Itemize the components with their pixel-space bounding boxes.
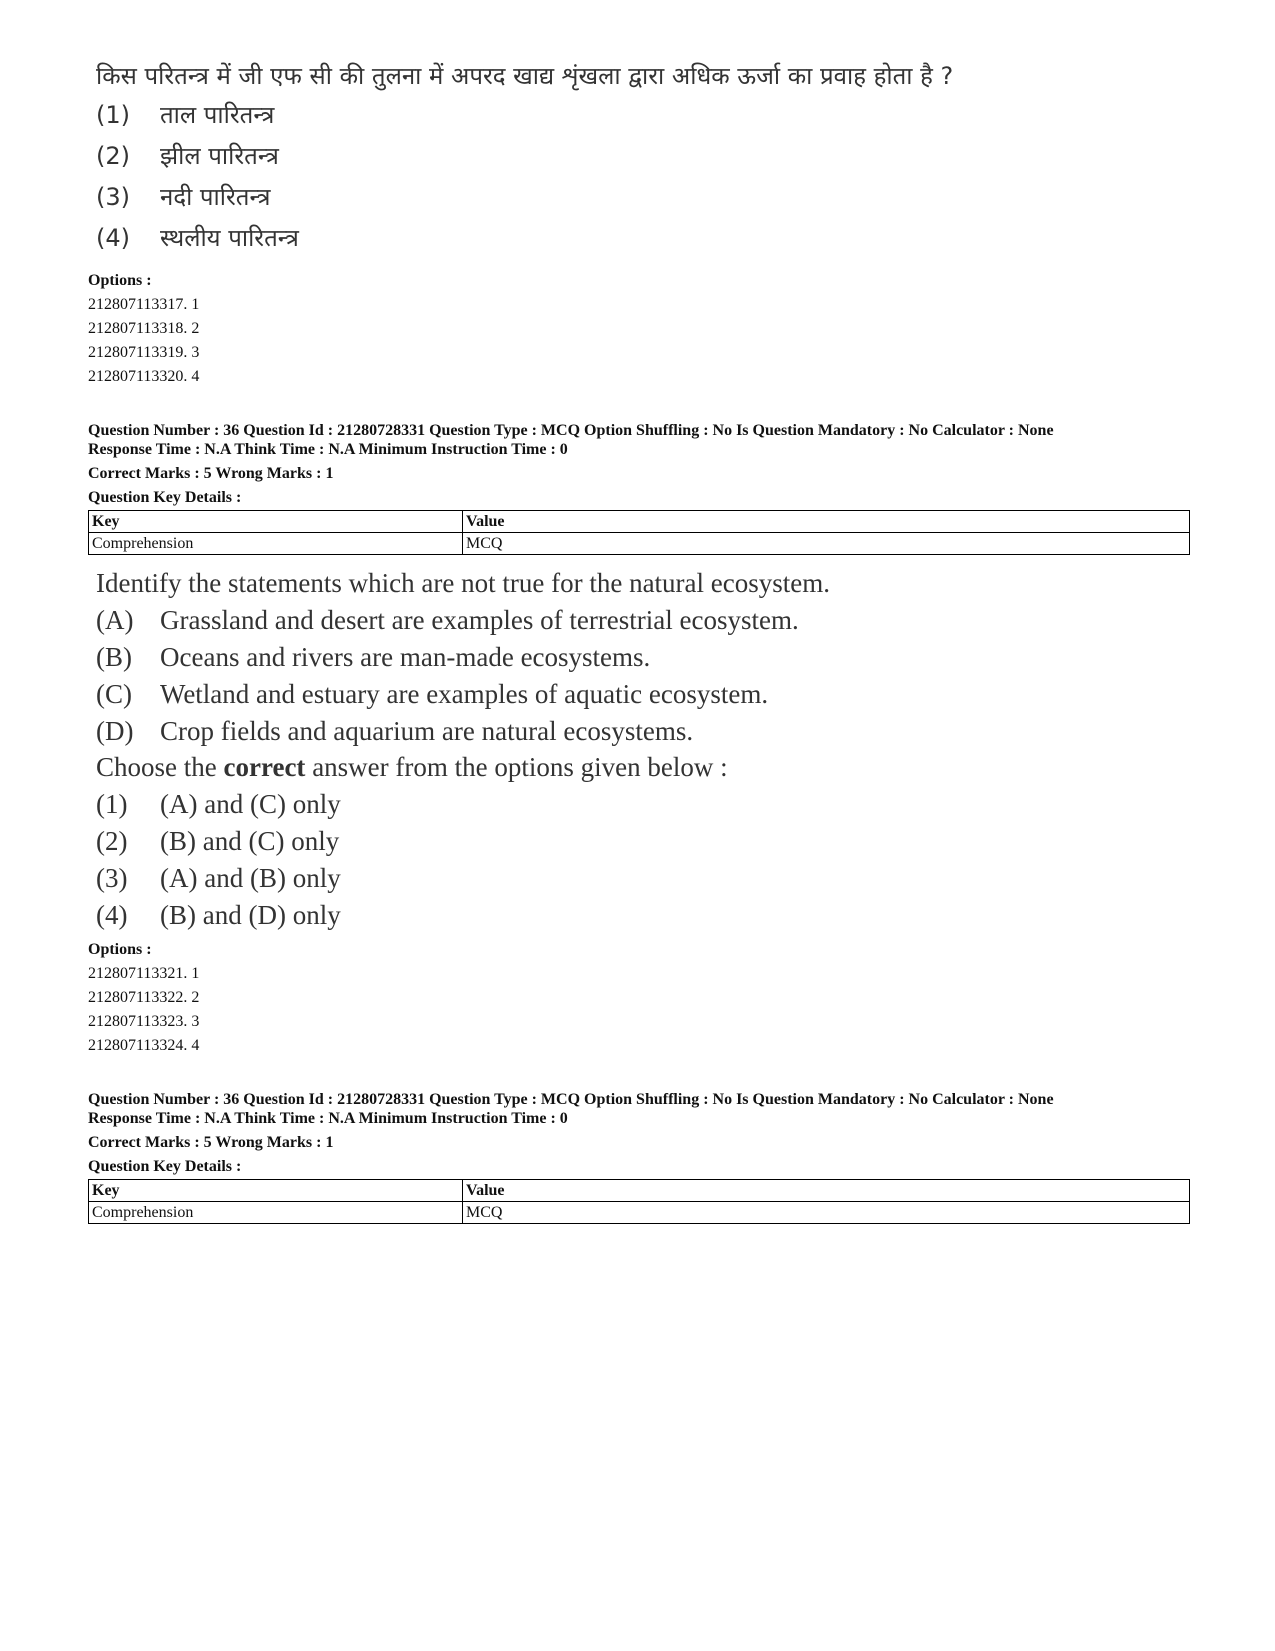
- question-info-line: Question Number : 36 Question Id : 21280728331 Question Type : MCQ Option Shuffling : No Is Question Mandatory : No Calculator : None: [88, 1091, 1054, 1108]
- key-details-label: Question Key Details :: [88, 1158, 242, 1175]
- statement-letter: (A): [96, 604, 134, 635]
- choice-number: (1): [96, 100, 130, 129]
- choice-row: [96, 859, 1188, 896]
- statement-letter: (D): [96, 715, 134, 746]
- time-info-line: Response Time : N.A Think Time : N.A Minimum Instruction Time : 0: [88, 441, 568, 458]
- choice-text: झील पारितन्त्र: [160, 141, 279, 170]
- key-header: Key: [89, 511, 463, 533]
- choice-number: (2): [96, 825, 128, 856]
- choice-text: (B) and (C) only: [160, 825, 340, 856]
- choice-number: (1): [96, 788, 128, 819]
- question-meta-2: [88, 1090, 1188, 1224]
- choice-row: [96, 94, 1188, 135]
- key-cell: Comprehension: [89, 533, 463, 555]
- time-info-line: Response Time : N.A Think Time : N.A Minimum Instruction Time : 0: [88, 1110, 568, 1127]
- statement-text: Crop fields and aquarium are natural ecosystems.: [160, 715, 694, 746]
- choice-number: (4): [96, 223, 130, 252]
- value-cell: MCQ: [463, 1202, 1190, 1224]
- statement-row: [96, 675, 1188, 712]
- choice-text: ताल पारितन्त्र: [160, 100, 275, 129]
- option-code: 212807113319. 3: [88, 344, 200, 361]
- option-codes: [88, 962, 1188, 1058]
- table-header-row: [89, 511, 1190, 533]
- choice-row: [96, 176, 1188, 217]
- key-details-table: [88, 510, 1190, 555]
- statement-text: Oceans and rivers are man-made ecosystems.: [160, 641, 651, 672]
- table-row: [89, 1202, 1190, 1224]
- choice-text: (A) and (B) only: [160, 862, 341, 893]
- key-cell: Comprehension: [89, 1202, 463, 1224]
- statement-letter: (C): [96, 678, 132, 709]
- key-header: Key: [89, 1180, 463, 1202]
- choice-row: [96, 217, 1188, 258]
- statement-text: Grassland and desert are examples of terrestrial ecosystem.: [160, 604, 799, 635]
- table-row: [89, 533, 1190, 555]
- value-header: Value: [463, 511, 1190, 533]
- choice-row: [96, 135, 1188, 176]
- choice-text: (A) and (C) only: [160, 788, 341, 819]
- choice-row: [96, 785, 1188, 822]
- table-header-row: [89, 1180, 1190, 1202]
- option-code: 212807113323. 3: [88, 1013, 200, 1030]
- statement-row: [96, 601, 1188, 638]
- marks-line: Correct Marks : 5 Wrong Marks : 1: [88, 1134, 334, 1151]
- option-code: 212807113322. 2: [88, 989, 200, 1006]
- choose-instruction: [96, 749, 1188, 785]
- option-code: 212807113321. 1: [88, 965, 200, 982]
- statement-row: [96, 638, 1188, 675]
- question-1-hindi: [88, 58, 1188, 258]
- choose-pre: Choose the: [96, 752, 224, 782]
- choice-number: (4): [96, 899, 128, 930]
- choose-post: answer from the options given below :: [305, 752, 728, 782]
- choice-number: (3): [96, 182, 130, 211]
- choose-bold: correct: [223, 752, 306, 782]
- question-info-line: Question Number : 36 Question Id : 21280728331 Question Type : MCQ Option Shuffling : No Is Question Mandatory : No Calculator : None: [88, 422, 1054, 439]
- question-2-english: [88, 565, 1188, 933]
- value-cell: MCQ: [463, 533, 1190, 555]
- option-code: 212807113324. 4: [88, 1037, 200, 1054]
- question-meta-1: [88, 421, 1188, 555]
- choice-text: (B) and (D) only: [160, 899, 341, 930]
- options-label: Options :: [88, 272, 152, 289]
- choice-text: स्थलीय पारितन्त्र: [160, 223, 299, 252]
- question-stem: किस परितन्त्र में जी एफ सी की तुलना में अपरद खाद्य शृंखला द्वारा अधिक ऊर्जा का प्रवाह होता है ?: [96, 62, 954, 90]
- choice-row: [96, 822, 1188, 859]
- document-page: [88, 58, 1188, 1224]
- option-code: 212807113320. 4: [88, 368, 200, 385]
- option-code: 212807113317. 1: [88, 296, 200, 313]
- statement-text: Wetland and estuary are examples of aquatic ecosystem.: [160, 678, 769, 709]
- statement-row: [96, 712, 1188, 749]
- choice-text: नदी पारितन्त्र: [160, 182, 271, 211]
- choice-row: [96, 896, 1188, 933]
- key-details-table: [88, 1179, 1190, 1224]
- value-header: Value: [463, 1180, 1190, 1202]
- question-stem: Identify the statements which are not true for the natural ecosystem.: [96, 568, 830, 598]
- choice-number: (2): [96, 141, 130, 170]
- choice-number: (3): [96, 862, 128, 893]
- key-details-label: Question Key Details :: [88, 489, 242, 506]
- option-code: 212807113318. 2: [88, 320, 200, 337]
- options-label: Options :: [88, 941, 152, 958]
- option-codes: [88, 293, 1188, 389]
- marks-line: Correct Marks : 5 Wrong Marks : 1: [88, 465, 334, 482]
- statement-letter: (B): [96, 641, 132, 672]
